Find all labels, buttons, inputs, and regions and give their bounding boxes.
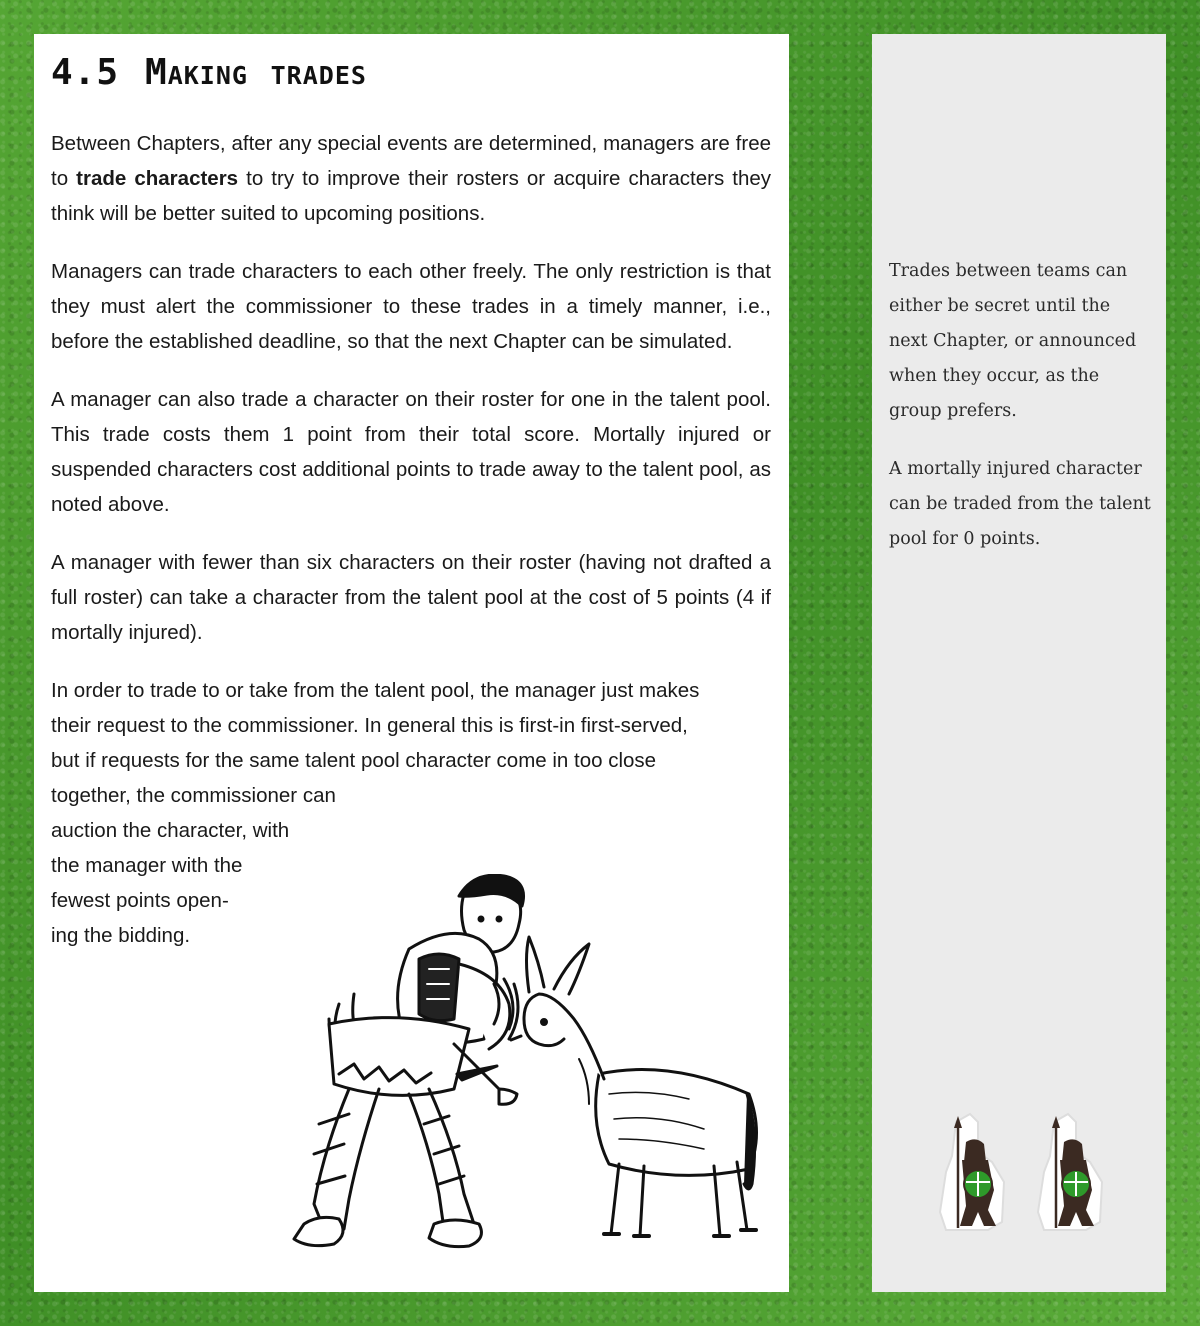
paragraph-5-line: fewest points open- — [51, 889, 229, 912]
main-panel — [34, 34, 789, 1292]
paragraph-5-line: auction the character, with — [51, 819, 290, 842]
sidebar-note: Trades between teams can either be secret until the next Chapter, or announced when they occur, as the group prefers. — [889, 261, 1137, 421]
paragraph-1 — [51, 126, 771, 231]
section-number: 4.5 — [51, 52, 120, 93]
paragraph-2: Managers can trade characters to each other freely. The only restriction is that they must alert the commissioner to these trades in a timely manner, i.e., before the established deadline, so that the next Chapter can be simulated. — [51, 260, 771, 353]
paragraph-3: A manager can also trade a character on their roster for one in the talent pool. This trade costs them 1 point from their total score. Mortally injured or suspended characters cost additional points to trade away to the talent pool, as noted above. — [51, 388, 771, 516]
spearman-token-icon — [1030, 1112, 1114, 1234]
section-title: Making trades — [145, 52, 367, 93]
jester-feeding-donkey-illustration — [259, 874, 759, 1264]
trade-characters-emphasis: trade characters — [76, 167, 239, 190]
sidebar-note: A mortally injured character can be traded from the talent pool for 0 points. — [889, 459, 1151, 549]
spearman-token-icon — [932, 1112, 1016, 1234]
paragraph-5-line: but if requests for the same talent pool character come in too close — [51, 749, 657, 772]
paragraph-5-line: together, the commissioner can — [51, 784, 336, 807]
body-text — [51, 126, 771, 953]
sidebar-panel — [872, 34, 1166, 1292]
paragraph-1-end: to try to improve their rosters or acquire characters they think will be better suited to upcoming positions. — [51, 167, 772, 225]
paragraph-5-line: ing the bidding. — [51, 924, 191, 947]
sidebar-notes — [889, 254, 1151, 580]
paragraph-4: A manager with fewer than six characters on their roster (having not drafted a full roster) can take a character from the talent pool at the cost of 5 points (4 if mortally injured). — [51, 551, 771, 644]
paragraph-1-start: Between Chapters, after any special events are determined, managers are free to — [51, 132, 771, 190]
paragraph-5-line: the manager with the — [51, 854, 243, 877]
paragraph-5-line: In order to trade to or take from the talent pool, the manager just makes — [51, 679, 700, 702]
paragraph-5-line: their request to the commissioner. In general this is first-in first-served, — [51, 714, 688, 737]
section-heading — [51, 52, 367, 93]
